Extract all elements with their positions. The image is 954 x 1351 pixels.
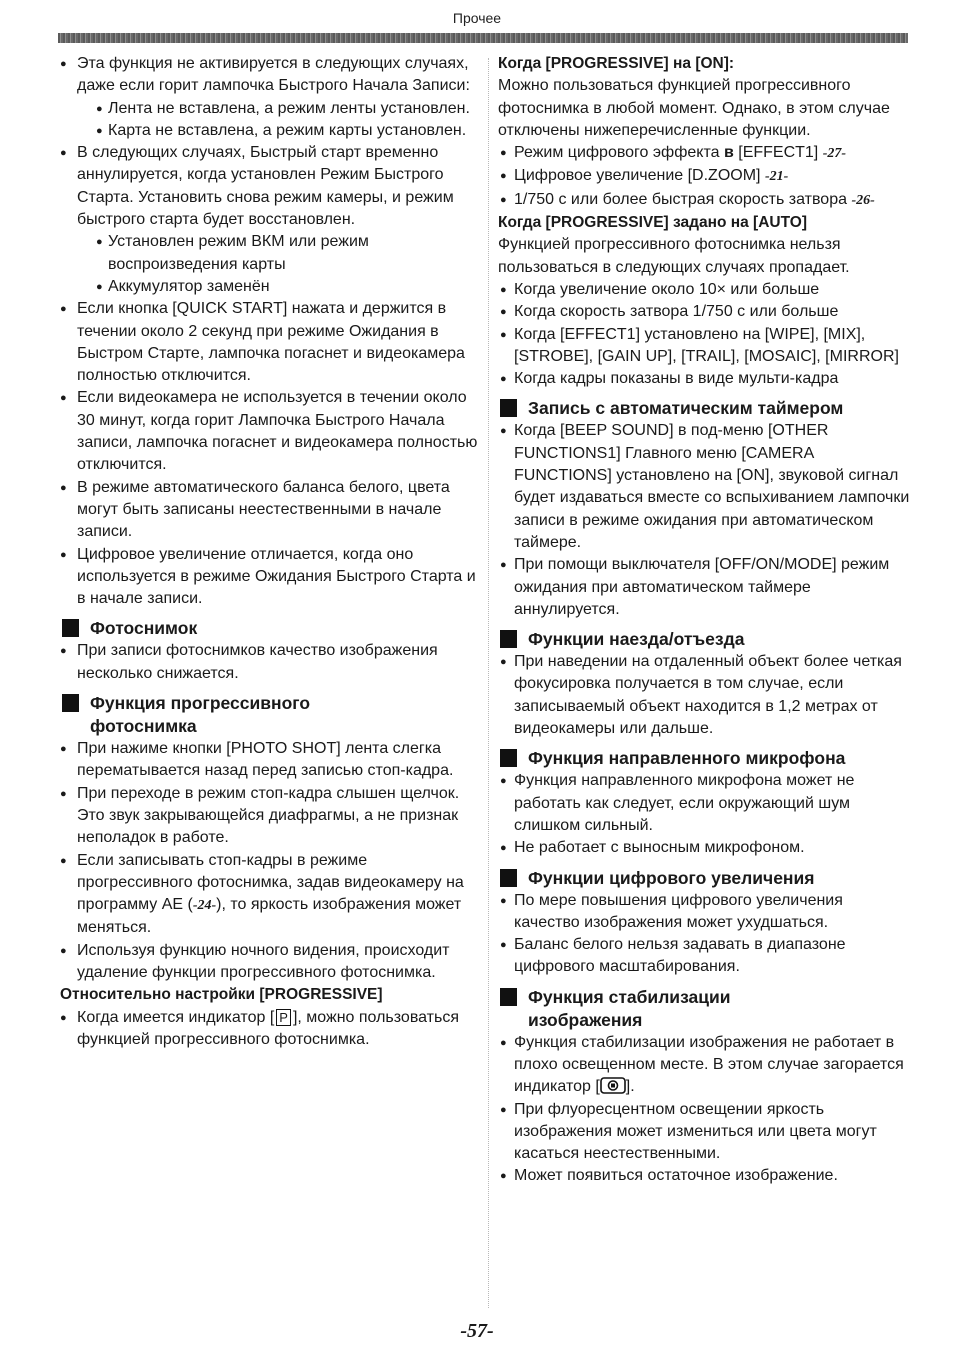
list-item: ● В режиме автоматического баланса белого, цвета могут быть записаны неестественными в начале записи. (60, 477, 478, 544)
list-item: ● Карта не вставлена, а режим карты установлен. (60, 120, 478, 142)
column-divider (488, 58, 489, 1308)
list-item: ● При наведении на отдаленный объект более четкая фокусировка получается в том случае, если записываемый объект находится в 1,2 метрах от видеокамеры или дальше. (498, 651, 912, 740)
list-item: ● Цифровое увеличение отличается, когда оно используется в режиме Ожидания Быстрого Старта и в начале записи. (60, 544, 478, 611)
list-item: ● При записи фотоснимков качество изображения несколько снижается. (60, 640, 478, 685)
section-heading-microphone: Функция направленного микрофона (498, 747, 912, 770)
section-marker-icon (500, 630, 517, 648)
list-item: ● Может появиться остаточное изображение. (498, 1165, 912, 1187)
page-ref: -24- (192, 898, 217, 914)
page-header-title: Прочее (452, 10, 502, 26)
list-item: ● Когда имеется индикатор [ P ], можно пользоваться функцией прогрессивного фотоснимка. (60, 1007, 478, 1052)
list-item: ● При помощи выключателя [OFF/ON/MODE] режим ожидания при автоматическом таймере аннулируется. (498, 554, 912, 621)
right-column (498, 53, 912, 1188)
paragraph: Функцией прогрессивного фотоснимка нельзя пользоваться в следующих случаях пропадает. (498, 236, 850, 276)
section-heading-zoom: Функции наезда/отъезда (498, 628, 912, 651)
list-item: ● Установлен режим ВКМ или режим воспроизведения карты (60, 231, 478, 276)
list-item: ● В следующих случаях, Быстрый старт временно аннулируется, когда установлен Режим Быстрого Старта. Установить снова режим камеры, и режим быстрого старта будет восстановлен. (60, 142, 478, 231)
section-heading-stabilizer: Функция стабилизации изображения (498, 986, 912, 1032)
page-ref: -26- (851, 192, 875, 208)
list-item: ● Когда кадры показаны в виде мульти-кадра (498, 368, 912, 390)
list-item: ● Эта функция не активируется в следующих случаях, даже если горит лампочка Быстрого Начала Записи: (60, 53, 478, 98)
list-item: ● Лента не вставлена, а режим ленты установлен. (60, 98, 478, 120)
section-marker-icon (500, 988, 517, 1006)
page-number: -57- (460, 1320, 494, 1342)
section-marker-icon (500, 749, 517, 767)
list-item: ● Функция направленного микрофона может не работать как следует, если окружающий шум слишком сильный. (498, 770, 912, 837)
list-item: ● Если видеокамера не используется в течении около 30 минут, когда горит Лампочка Быстрого Начала записи, лампочка погаснет и видеокамера полностью отключится. (60, 387, 478, 476)
list-item: ● Когда увеличение около 10× или больше (498, 279, 912, 301)
page-ref: -21- (764, 169, 789, 185)
list-item: ● Режим цифрового эффекта в [EFFECT1] -27- (498, 142, 912, 165)
list-item: ● При переходе в режим стоп-кадра слышен щелчок. Это звук закрывающейся диафрагмы, а не признак неполадок в работе. (60, 783, 478, 850)
page-ref: -27- (822, 146, 847, 162)
section-marker-icon (62, 694, 79, 712)
list-item: ● Баланс белого нельзя задавать в диапазоне цифрового масштабирования. (498, 934, 912, 979)
stabilizer-indicator-icon (600, 1077, 626, 1094)
list-item: ● Цифровое увеличение [D.ZOOM] -21- (498, 165, 912, 188)
list-item: ● Если кнопка [QUICK START] нажата и держится в течении около 2 секунд при режиме Ожидания в Быстром Старте, лампочка погаснет и видеокамера полностью отключится. (60, 298, 478, 387)
list-item: ● Когда скорость затвора 1/750 с или больше (498, 301, 912, 323)
list-item: ● По мере повышения цифрового увеличения качество изображения может ухудшаться. (498, 890, 912, 935)
header-rule (58, 33, 908, 43)
subheading-progressive-on: Когда [PROGRESSIVE] на [ON]: (498, 55, 735, 72)
subheading-progressive-auto: Когда [PROGRESSIVE] задано на [AUTO] (498, 214, 807, 232)
list-item: ● Не работает с выносным микрофоном. (498, 837, 912, 859)
list-item: ● Функция стабилизации изображения не работает в плохо освещенном месте. В этом случае загорается индикатор [ ]. (498, 1032, 912, 1099)
section-marker-icon (62, 619, 79, 637)
progressive-indicator-icon: P (276, 1009, 291, 1026)
paragraph: Можно пользоваться функцией прогрессивного фотоснимка в любой момент. Однако, в этом случае отключены нижеперечисленные функции. (498, 77, 890, 139)
list-item: ● Если записывать стоп-кадры в режиме прогрессивного фотоснимка, задав видеокамеру на программу AE (-24-), то яркость изображения может меняться. (60, 850, 478, 940)
list-item: ● При флуоресцентном освещении яркость изображения может измениться или цвета могут касаться неестественными. (498, 1099, 912, 1166)
section-heading-digital-zoom: Функции цифрового увеличения (498, 867, 912, 890)
list-item: ● При нажиме кнопки [PHOTO SHOT] лента слегка перематывается назад перед записью стоп-кадра. (60, 738, 478, 783)
list-item: ● Когда [EFFECT1] установлено на [WIPE], [MIX], [STROBE], [GAIN UP], [TRAIL], [MOSAIC], [MIRROR] (498, 324, 912, 369)
left-column (60, 53, 478, 1051)
list-item: ● 1/750 с или более быстрая скорость затвора -26- (498, 189, 912, 212)
list-item: ● Аккумулятор заменён (60, 276, 478, 298)
section-marker-icon (500, 869, 517, 887)
subheading-progressive-setting: Относительно настройки [PROGRESSIVE] (60, 986, 383, 1004)
section-marker-icon (500, 399, 517, 417)
list-item: ● Используя функцию ночного видения, происходит удаление функции прогрессивного фотоснимка. (60, 940, 478, 985)
list-item: ● Когда [BEEP SOUND] в под-меню [OTHER FUNCTIONS1] Главного меню [CAMERA FUNCTIONS] установлено на [ON], звуковой сигнал будет издаваться вместе со вспыхиванием лампочки записи в режиме ожидания при автоматическом таймере. (498, 420, 912, 554)
section-heading-photo: Фотоснимок (60, 617, 478, 640)
section-heading-self-timer: Запись с автоматическим таймером (498, 397, 912, 420)
section-heading-progressive: Функция прогрессивного фотоснимка (60, 692, 478, 738)
